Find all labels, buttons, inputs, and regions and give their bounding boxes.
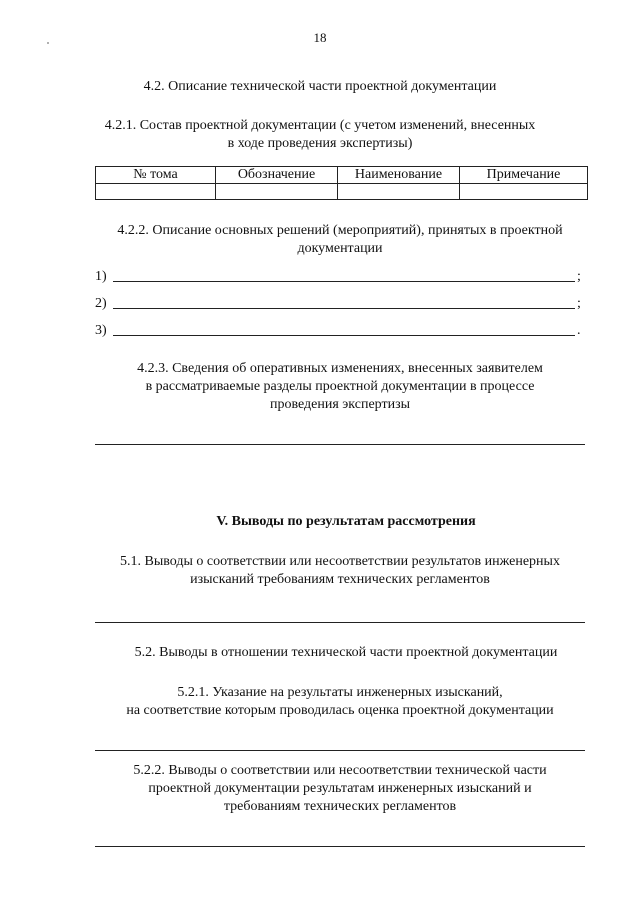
- fill-underline: [95, 444, 585, 445]
- section-5-2-1-title-line1: 5.2.1. Указание на результаты инженерных изысканий,: [177, 685, 503, 700]
- fill-line-2: [95, 293, 587, 313]
- section-4-2-2-title-line1: 4.2.2. Описание основных решений (мероприятий), принятых в проектной: [117, 223, 563, 238]
- fill-underline: [95, 622, 585, 623]
- section-5-2-title: 5.2. Выводы в отношении технической части проектной документации: [134, 645, 558, 660]
- table-header-designation: Обозначение: [216, 167, 338, 184]
- section-5-1-title-line1: 5.1. Выводы о соответствии или несоответствии результатов инженерных: [120, 554, 560, 569]
- fill-line-3: [95, 320, 587, 340]
- table-header-name: Наименование: [338, 167, 460, 184]
- fill-line-number: 1): [95, 269, 107, 284]
- table-cell: [460, 184, 588, 200]
- table-header-volume: № тома: [96, 167, 216, 184]
- section-5-2-2-title-line2: проектной документации результатам инженерных изысканий и: [148, 781, 532, 796]
- fill-underline: [113, 293, 575, 309]
- section-4-2-1-title-line1: 4.2.1. Состав проектной документации (с учетом изменений, внесенных: [104, 118, 536, 133]
- table-header-note: Примечание: [460, 167, 588, 184]
- table-header-row: [96, 167, 588, 184]
- fill-underline: [113, 266, 575, 282]
- section-5-2-1-title-line2: на соответствие которым проводилась оценка проектной документации: [126, 703, 554, 718]
- table-cell: [338, 184, 460, 200]
- fill-line-punctuation: ;: [577, 269, 581, 284]
- fill-underline: [113, 320, 575, 336]
- fill-line-1: [95, 266, 587, 286]
- fill-line-number: 3): [95, 323, 107, 338]
- fill-line-number: 2): [95, 296, 107, 311]
- page-number: 18: [313, 30, 327, 45]
- section-5-2-2-title-line3: требованиям технических регламентов: [223, 799, 457, 814]
- table-cell: [216, 184, 338, 200]
- section-4-2-3-title-line3: проведения экспертизы: [269, 397, 411, 412]
- section-5-1-title-line2: изысканий требованиям технических регламентов: [190, 572, 490, 587]
- section-5-2-2-title-line1: 5.2.2. Выводы о соответствии или несоответствии технической части: [133, 763, 547, 778]
- fill-underline: [95, 750, 585, 751]
- section-4-2-3-title-line2: в рассматриваемые разделы проектной документации в процессе: [145, 379, 535, 394]
- documentation-composition-table: [95, 166, 588, 200]
- section-4-2-3-title-line1: 4.2.3. Сведения об оперативных изменениях, внесенных заявителем: [137, 361, 543, 376]
- table-cell: [96, 184, 216, 200]
- section-4-2-title: 4.2. Описание технической части проектной документации: [143, 79, 497, 94]
- table-row: [96, 184, 588, 200]
- section-4-2-2-title-line2: документации: [297, 241, 383, 256]
- section-4-2-1-title-line2: в ходе проведения экспертизы): [227, 136, 413, 151]
- fill-line-punctuation: .: [577, 323, 581, 338]
- fill-line-punctuation: ;: [577, 296, 581, 311]
- fill-underline: [95, 846, 585, 847]
- section-5-title: V. Выводы по результатам рассмотрения: [216, 514, 476, 529]
